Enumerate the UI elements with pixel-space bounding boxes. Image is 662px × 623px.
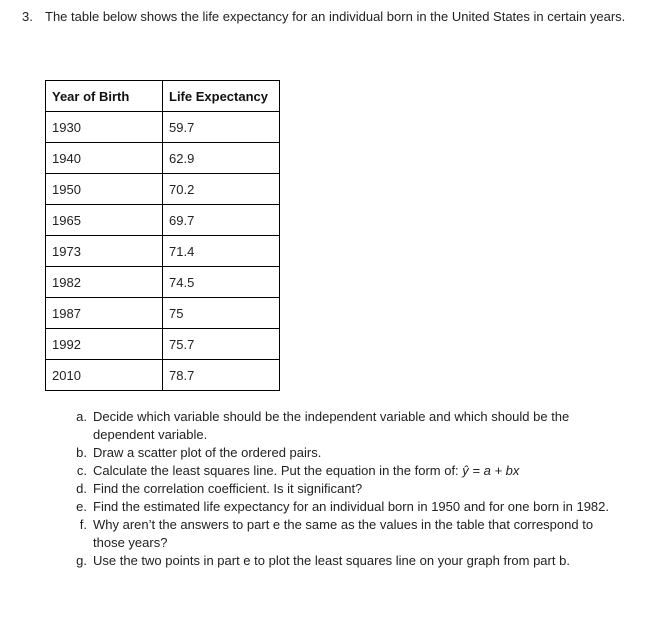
table-row	[46, 174, 280, 205]
question-letter: f.	[79, 517, 87, 532]
table-row	[46, 329, 280, 360]
cell-life-expectancy: 69.7	[163, 205, 280, 236]
question-letter: c.	[76, 463, 87, 478]
table-row	[46, 298, 280, 329]
cell-year: 1992	[46, 329, 163, 360]
cell-life-expectancy: 70.2	[163, 174, 280, 205]
cell-life-expectancy: 71.4	[163, 236, 280, 267]
cell-life-expectancy: 75	[163, 298, 280, 329]
question-letter: a.	[76, 409, 87, 424]
question-letter: d.	[76, 481, 87, 496]
question-item-b	[45, 444, 620, 462]
cell-life-expectancy: 62.9	[163, 143, 280, 174]
cell-year: 1973	[46, 236, 163, 267]
life-expectancy-table	[45, 80, 280, 391]
question-item-e	[45, 498, 620, 516]
question-text: Use the two points in part e to plot the least squares line on your graph from part b.	[93, 553, 570, 568]
cell-year: 1950	[46, 174, 163, 205]
table-header-row	[46, 81, 280, 112]
cell-life-expectancy: 75.7	[163, 329, 280, 360]
cell-year: 2010	[46, 360, 163, 391]
question-letter: b.	[76, 445, 87, 460]
question-item-d	[45, 480, 620, 498]
cell-life-expectancy: 74.5	[163, 267, 280, 298]
cell-year: 1930	[46, 112, 163, 143]
table-row	[46, 360, 280, 391]
cell-year: 1965	[46, 205, 163, 236]
question-list	[45, 408, 620, 570]
cell-life-expectancy: 59.7	[163, 112, 280, 143]
cell-year: 1982	[46, 267, 163, 298]
question-text: Decide which variable should be the independent variable and which should be the dependent variable.	[93, 409, 570, 442]
question-letter: g.	[76, 553, 87, 568]
regression-equation: ŷ = a + bx	[462, 463, 520, 478]
table-row	[46, 267, 280, 298]
question-text: Calculate the least squares line. Put the equation in the form of:	[93, 463, 463, 478]
question-item-c	[45, 462, 620, 480]
question-item-f	[45, 516, 620, 552]
cell-year: 1987	[46, 298, 163, 329]
question-text: Find the correlation coefficient. Is it significant?	[93, 481, 363, 496]
table-row	[46, 205, 280, 236]
cell-year: 1940	[46, 143, 163, 174]
question-text: Find the estimated life expectancy for an individual born in 1950 and for one born in 1982.	[93, 499, 610, 514]
table-row	[46, 112, 280, 143]
question-letter: e.	[76, 499, 87, 514]
header-year-of-birth: Year of Birth	[46, 81, 163, 112]
question-item-a	[45, 408, 620, 444]
table-row	[46, 236, 280, 267]
question-text: Draw a scatter plot of the ordered pairs.	[93, 445, 322, 460]
question-item-g	[45, 552, 620, 570]
cell-life-expectancy: 78.7	[163, 360, 280, 391]
problem-number: 3.	[22, 9, 33, 24]
table-row	[46, 143, 280, 174]
question-text: Why aren’t the answers to part e the same as the values in the table that correspond to those years?	[93, 517, 594, 550]
header-life-expectancy: Life Expectancy	[163, 81, 280, 112]
problem-text: The table below shows the life expectancy for an individual born in the United States in certain years.	[45, 9, 626, 24]
